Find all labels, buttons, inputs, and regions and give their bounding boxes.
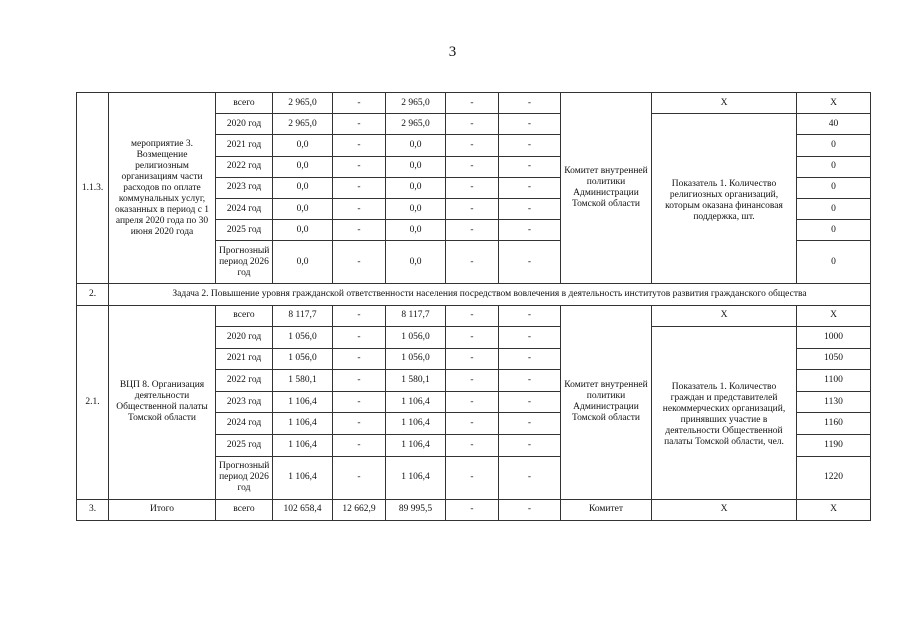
total-cell: 2 965,0: [273, 93, 333, 114]
federal-cell: -: [333, 413, 386, 435]
local-cell: -: [446, 456, 499, 499]
regional-cell: 1 056,0: [386, 348, 446, 370]
executor-cell: Комитет внутренней политики Администрации Томской области: [561, 93, 652, 284]
other-cell: -: [499, 198, 561, 219]
activity-name: ВЦП 8. Организация деятельности Общественной палаты Томской области: [109, 305, 216, 499]
local-cell: -: [446, 93, 499, 114]
other-cell: -: [499, 135, 561, 156]
regional-cell: 1 580,1: [386, 370, 446, 392]
indicator-value: 1050: [797, 348, 871, 370]
other-cell: -: [499, 370, 561, 392]
row-number: 2.1.: [77, 305, 109, 499]
regional-cell: 0,0: [386, 241, 446, 284]
total-cell: 2 965,0: [273, 114, 333, 135]
local-cell: -: [446, 305, 499, 327]
task-row: [77, 284, 871, 305]
indicator-value: X: [797, 499, 871, 520]
other-cell: -: [499, 391, 561, 413]
regional-cell: 0,0: [386, 220, 446, 241]
task-number: 2.: [77, 284, 109, 305]
federal-cell: 12 662,9: [333, 499, 386, 520]
period-cell: 2025 год: [216, 435, 273, 457]
federal-cell: -: [333, 370, 386, 392]
program-table: [76, 92, 871, 521]
other-cell: -: [499, 177, 561, 198]
local-cell: -: [446, 198, 499, 219]
total-cell: 0,0: [273, 177, 333, 198]
regional-cell: 89 995,5: [386, 499, 446, 520]
other-cell: -: [499, 93, 561, 114]
other-cell: -: [499, 114, 561, 135]
regional-cell: 1 106,4: [386, 391, 446, 413]
other-cell: -: [499, 435, 561, 457]
federal-cell: -: [333, 327, 386, 349]
total-cell: 0,0: [273, 198, 333, 219]
local-cell: -: [446, 220, 499, 241]
total-cell: 0,0: [273, 156, 333, 177]
indicator-text: Показатель 1. Количество граждан и представителей некоммерческих организаций, принявших участие в деятельности Общественной палаты Томской области, чел.: [652, 327, 797, 500]
local-cell: -: [446, 327, 499, 349]
local-cell: -: [446, 370, 499, 392]
local-cell: -: [446, 348, 499, 370]
total-cell: 102 658,4: [273, 499, 333, 520]
indicator-value: 0: [797, 156, 871, 177]
local-cell: -: [446, 135, 499, 156]
indicator-value: 0: [797, 177, 871, 198]
indicator-value: 0: [797, 198, 871, 219]
federal-cell: -: [333, 177, 386, 198]
period-cell: Прогнозный период 2026 год: [216, 456, 273, 499]
federal-cell: -: [333, 93, 386, 114]
indicator-value: 1000: [797, 327, 871, 349]
other-cell: -: [499, 220, 561, 241]
period-cell: 2023 год: [216, 391, 273, 413]
executor-cell: Комитет внутренней политики Администрации Томской области: [561, 305, 652, 499]
federal-cell: -: [333, 348, 386, 370]
indicator-value: 1130: [797, 391, 871, 413]
local-cell: -: [446, 156, 499, 177]
total-cell: 1 580,1: [273, 370, 333, 392]
local-cell: -: [446, 499, 499, 520]
period-cell: всего: [216, 305, 273, 327]
period-cell: 2025 год: [216, 220, 273, 241]
indicator-x: X: [652, 305, 797, 327]
other-cell: -: [499, 305, 561, 327]
other-cell: -: [499, 413, 561, 435]
total-cell: 0,0: [273, 135, 333, 156]
total-cell: 8 117,7: [273, 305, 333, 327]
indicator-value: 1100: [797, 370, 871, 392]
period-cell: 2020 год: [216, 114, 273, 135]
other-cell: -: [499, 348, 561, 370]
federal-cell: -: [333, 198, 386, 219]
federal-cell: -: [333, 435, 386, 457]
indicator-value: 1220: [797, 456, 871, 499]
other-cell: -: [499, 327, 561, 349]
task-title: Задача 2. Повышение уровня гражданской ответственности населения посредством вовлечения в деятельность институтов развития гражданского общества: [109, 284, 871, 305]
table-row: [77, 93, 871, 114]
regional-cell: 0,0: [386, 135, 446, 156]
total-cell: 1 056,0: [273, 327, 333, 349]
total-row: [77, 499, 871, 520]
indicator-x: X: [652, 499, 797, 520]
total-label: Итого: [109, 499, 216, 520]
regional-cell: 8 117,7: [386, 305, 446, 327]
total-cell: 0,0: [273, 220, 333, 241]
local-cell: -: [446, 114, 499, 135]
regional-cell: 2 965,0: [386, 93, 446, 114]
regional-cell: 1 056,0: [386, 327, 446, 349]
federal-cell: -: [333, 156, 386, 177]
indicator-value: 40: [797, 114, 871, 135]
indicator-text: Показатель 1. Количество религиозных организаций, которым оказана финансовая поддержка, шт.: [652, 114, 797, 284]
period-cell: 2023 год: [216, 177, 273, 198]
indicator-value: 0: [797, 241, 871, 284]
regional-cell: 1 106,4: [386, 413, 446, 435]
federal-cell: -: [333, 114, 386, 135]
federal-cell: -: [333, 220, 386, 241]
total-cell: 1 056,0: [273, 348, 333, 370]
federal-cell: -: [333, 391, 386, 413]
total-cell: 1 106,4: [273, 456, 333, 499]
indicator-value: 0: [797, 135, 871, 156]
indicator-value: X: [797, 305, 871, 327]
period-cell: Прогнозный период 2026 год: [216, 241, 273, 284]
indicator-value: 1160: [797, 413, 871, 435]
regional-cell: 0,0: [386, 156, 446, 177]
period-cell: 2020 год: [216, 327, 273, 349]
other-cell: -: [499, 456, 561, 499]
indicator-value: X: [797, 93, 871, 114]
total-cell: 1 106,4: [273, 413, 333, 435]
indicator-value: 0: [797, 220, 871, 241]
indicator-value: 1190: [797, 435, 871, 457]
local-cell: -: [446, 177, 499, 198]
period-cell: 2022 год: [216, 370, 273, 392]
federal-cell: -: [333, 135, 386, 156]
other-cell: -: [499, 499, 561, 520]
federal-cell: -: [333, 241, 386, 284]
total-cell: 0,0: [273, 241, 333, 284]
period-cell: 2021 год: [216, 348, 273, 370]
indicator-x: X: [652, 93, 797, 114]
local-cell: -: [446, 241, 499, 284]
local-cell: -: [446, 435, 499, 457]
period-cell: всего: [216, 93, 273, 114]
regional-cell: 1 106,4: [386, 456, 446, 499]
other-cell: -: [499, 156, 561, 177]
period-cell: 2022 год: [216, 156, 273, 177]
period-cell: всего: [216, 499, 273, 520]
total-cell: 1 106,4: [273, 435, 333, 457]
regional-cell: 2 965,0: [386, 114, 446, 135]
regional-cell: 1 106,4: [386, 435, 446, 457]
other-cell: -: [499, 241, 561, 284]
local-cell: -: [446, 413, 499, 435]
period-cell: 2021 год: [216, 135, 273, 156]
period-cell: 2024 год: [216, 198, 273, 219]
regional-cell: 0,0: [386, 177, 446, 198]
row-number: 3.: [77, 499, 109, 520]
page-number: 3: [448, 44, 457, 60]
total-cell: 1 106,4: [273, 391, 333, 413]
table-row: [77, 305, 871, 327]
executor-cell: Комитет: [561, 499, 652, 520]
local-cell: -: [446, 391, 499, 413]
federal-cell: -: [333, 305, 386, 327]
regional-cell: 0,0: [386, 198, 446, 219]
federal-cell: -: [333, 456, 386, 499]
row-number: 1.1.3.: [77, 93, 109, 284]
activity-name: мероприятие 3. Возмещение религиозным организациям части расходов по оплате коммунальных услуг, оказанных в период с 1 апреля 2020 года по 30 июня 2020 года: [109, 93, 216, 284]
period-cell: 2024 год: [216, 413, 273, 435]
